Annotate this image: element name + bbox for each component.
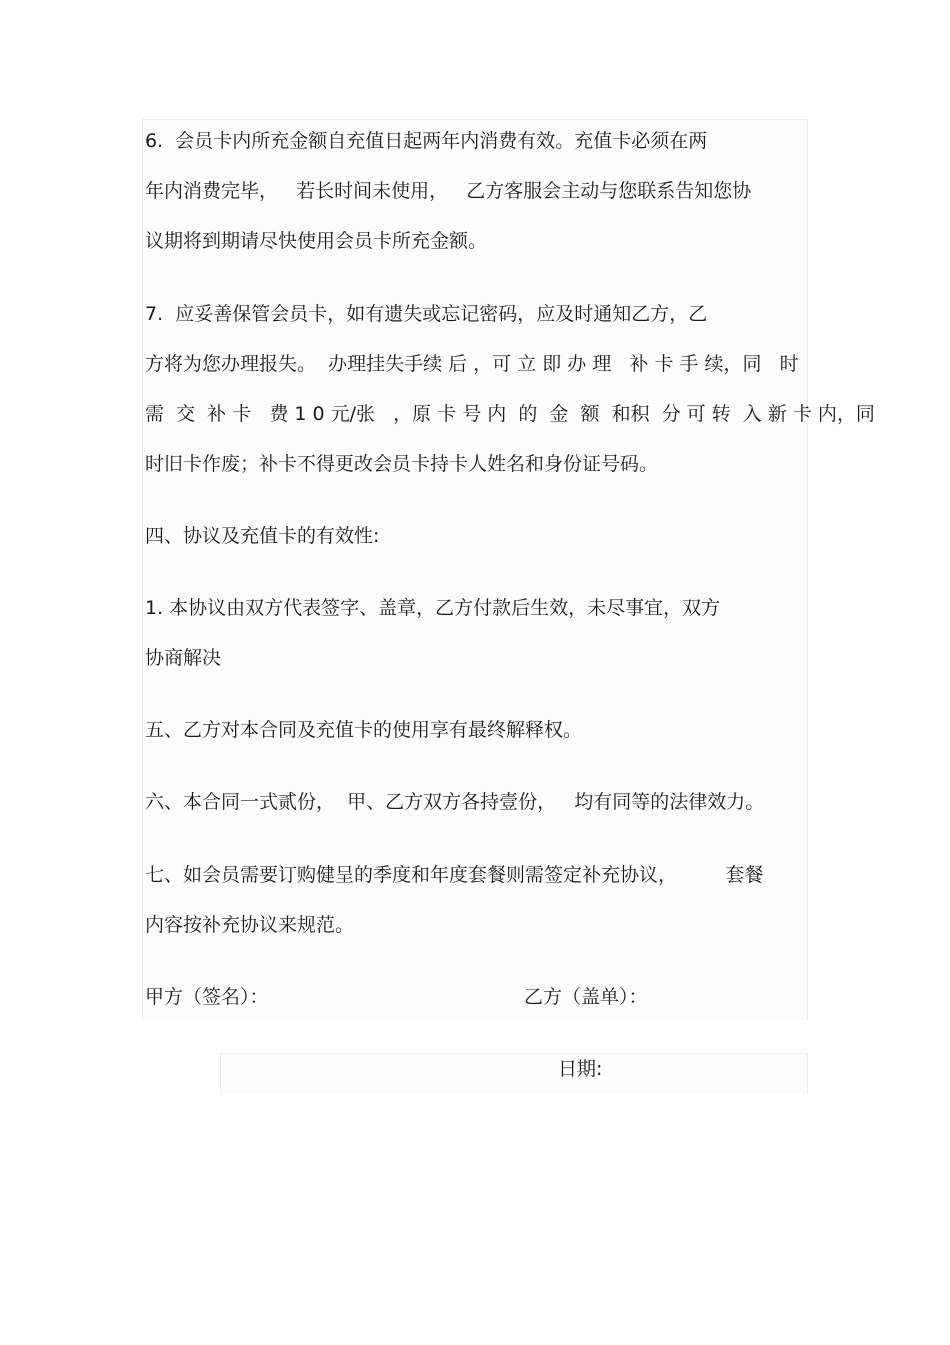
clause-7-line-2: 方将为您办理报失。 办理挂失手续 后 ，可 立 即 办 理 补 卡 手 续，同 时	[145, 353, 799, 375]
section-4-item-1-line-1: 1. 本协议由双方代表签字、盖章，乙方付款后生效，未尽事宜，双方	[145, 597, 721, 619]
date-label: 日期:	[558, 1058, 603, 1080]
section-4-heading: 四、协议及充值卡的有效性:	[145, 525, 380, 547]
clause-7-line-1: 7. 应妥善保管会员卡，如有遗失或忘记密码，应及时通知乙方，乙	[145, 303, 708, 325]
clause-6-line-3: 议期将到期请尽快使用会员卡所充金额。	[145, 230, 488, 252]
party-a-signature-label: 甲方（签名）：	[145, 986, 269, 1008]
party-b-seal-label: 乙方（盖单）：	[524, 986, 648, 1008]
section-4-item-1-line-2: 协商解决	[145, 647, 222, 669]
clause-7-line-3: 需 交 补 卡 费 1 0 元/张 ，原 卡 号 内 的 金 额 和积 分 可 转 入 新 卡 内，同	[145, 403, 875, 425]
section-7-line-2: 内容按补充协议来规范。	[145, 914, 355, 936]
section-7-line-1: 七、如会员需要订购健呈的季度和年度套餐则需签定补充协议， 套餐	[145, 864, 764, 886]
date-panel	[220, 1053, 808, 1094]
section-6: 六、本合同一式贰份， 甲、乙方双方各持壹份， 均有同等的法律效力。	[145, 791, 765, 813]
clause-7-line-4: 时旧卡作废；补卡不得更改会员卡持卡人姓名和身份证号码。	[145, 453, 659, 475]
clause-6-line-1: 6. 会员卡内所充金额自充值日起两年内消费有效。充值卡必须在两	[145, 130, 708, 152]
clause-6-line-2: 年内消费完毕， 若长时间未使用， 乙方客服会主动与您联系告知您协	[145, 180, 752, 202]
section-5: 五、乙方对本合同及充值卡的使用享有最终解释权。	[145, 719, 583, 741]
